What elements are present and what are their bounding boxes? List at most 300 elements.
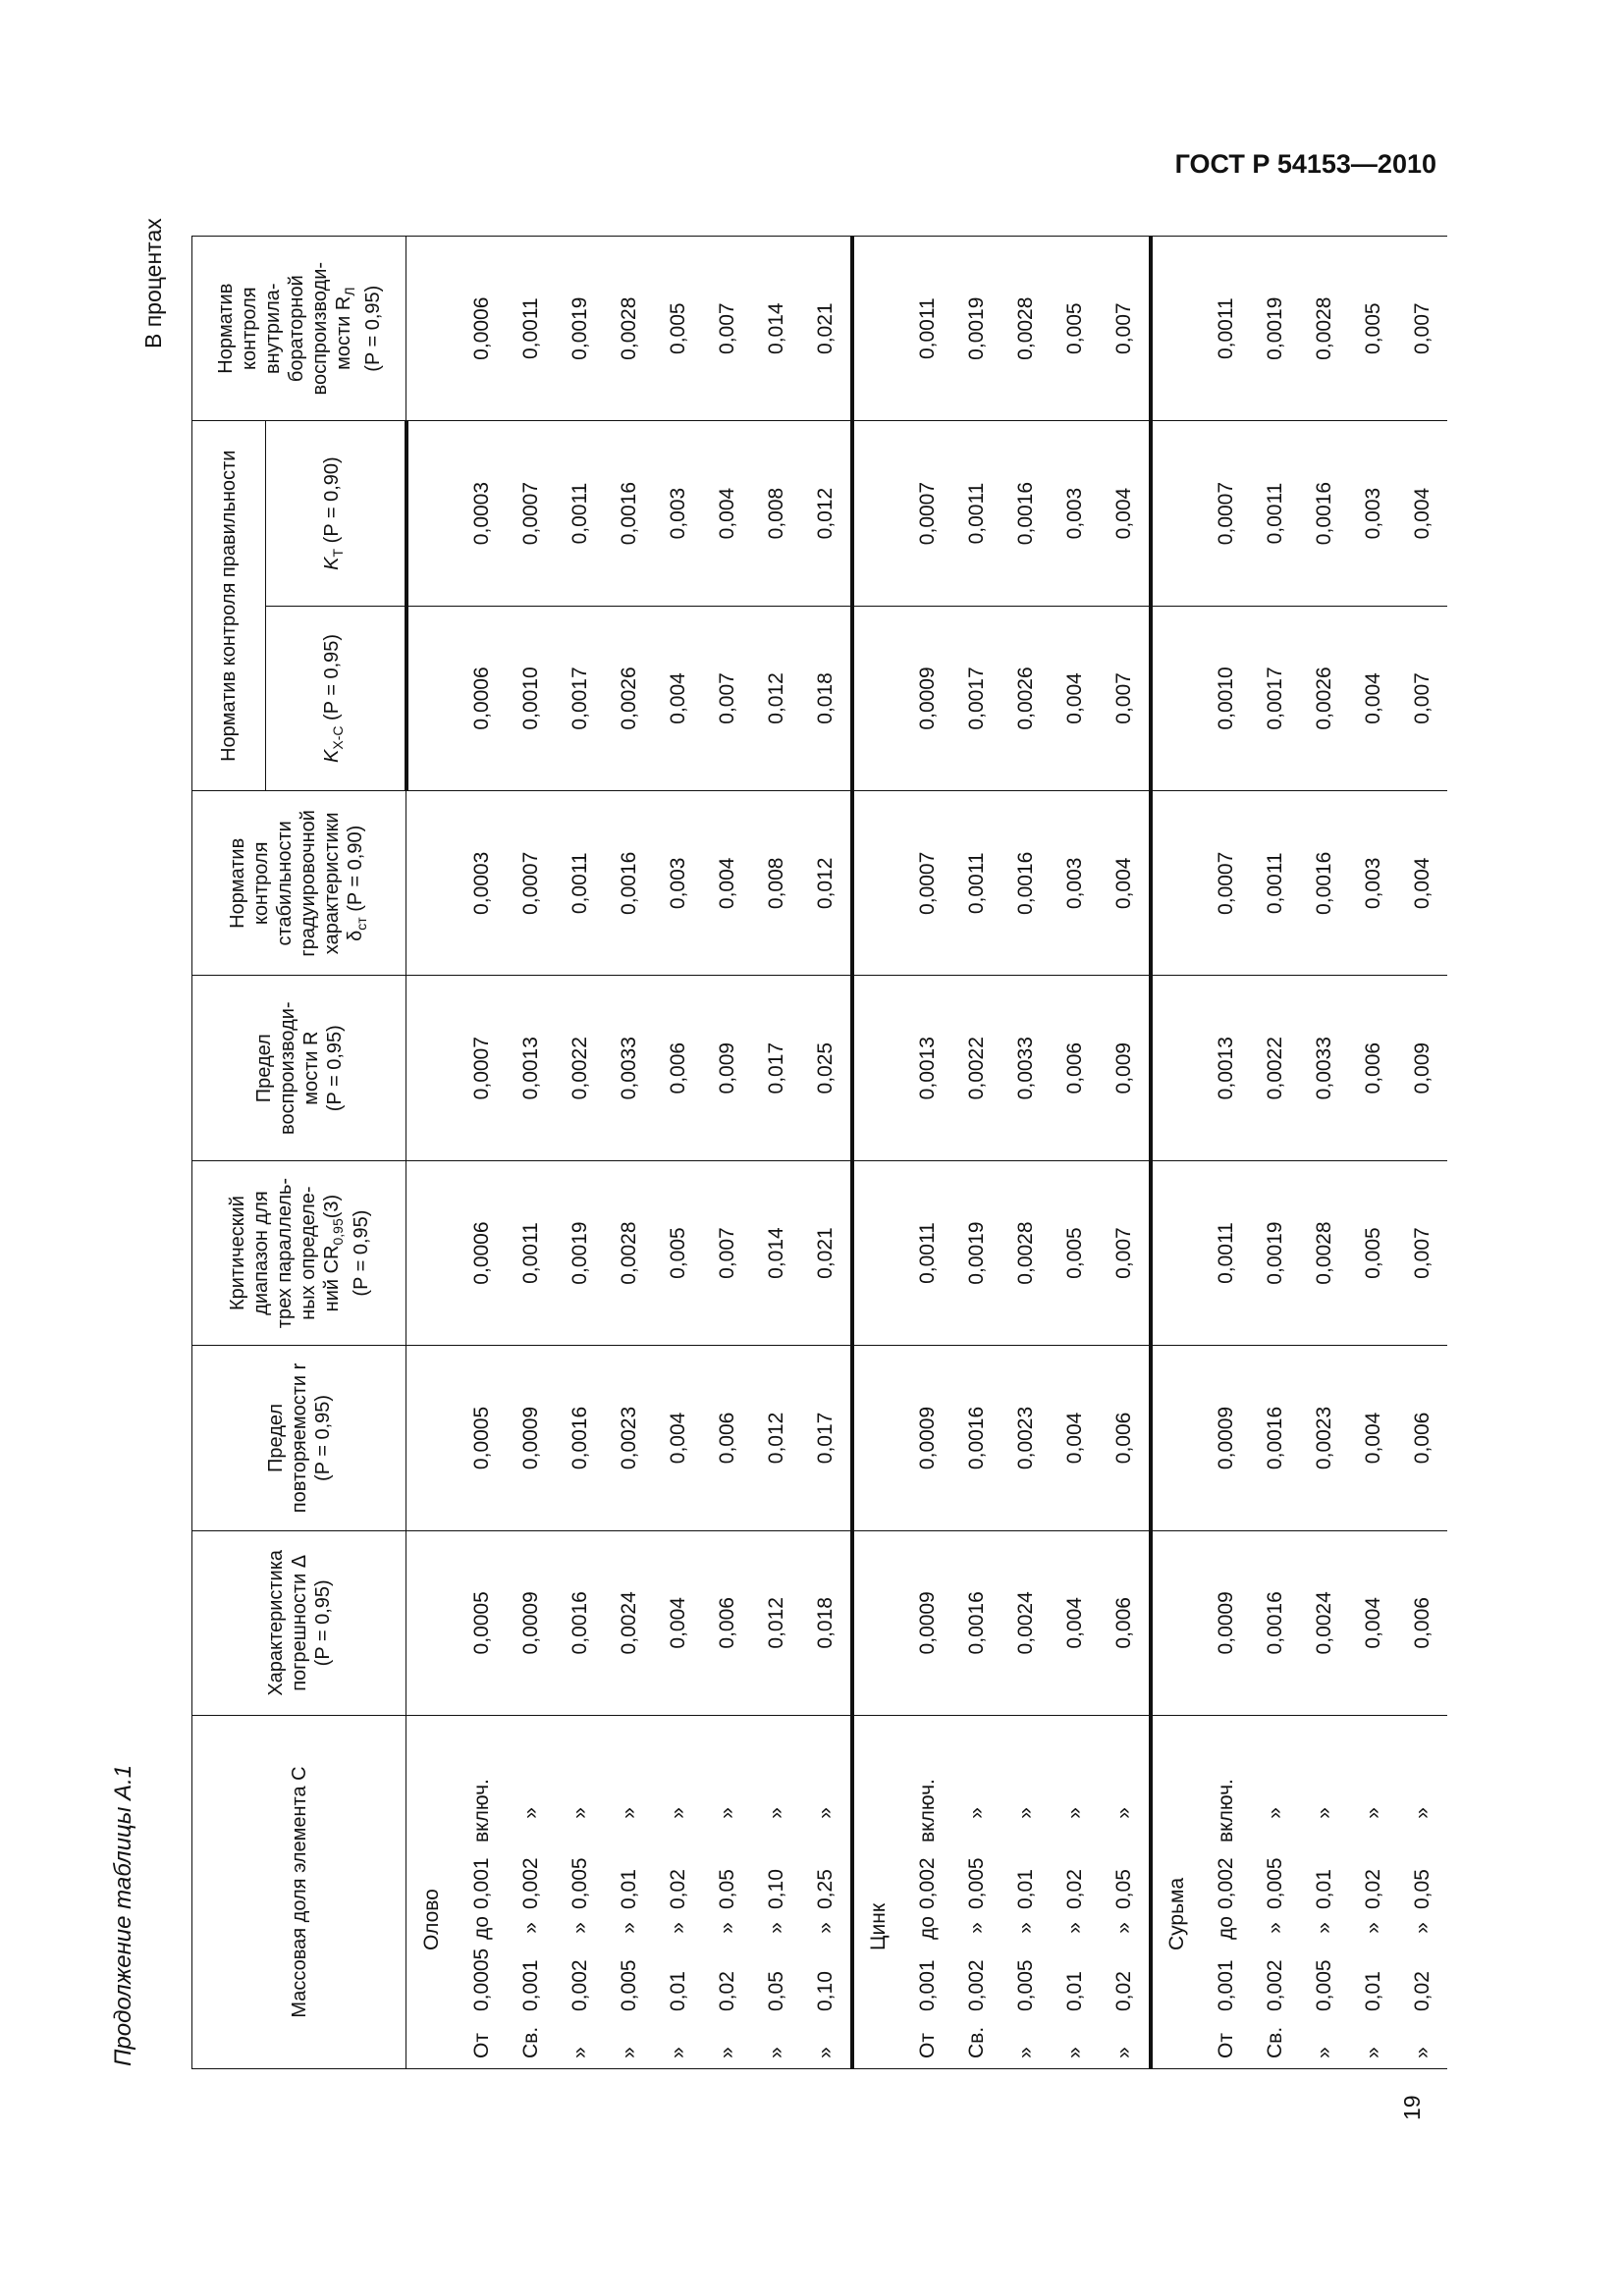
value-cell: 0,0005 (458, 1530, 507, 1715)
range-suffix: » (964, 1807, 988, 1819)
range-to-word: » (1013, 1922, 1037, 1934)
range-from: 0,05 (764, 1971, 787, 2011)
range-to: 0,002 (518, 1857, 542, 1909)
value-cell: 0,0007 (507, 791, 556, 976)
range-suffix: » (764, 1807, 787, 1819)
value-cell: 0,012 (801, 421, 852, 606)
value-cell: 0,007 (1100, 1160, 1151, 1345)
range-to-word: » (1062, 1922, 1086, 1934)
value-cell: 0,0003 (458, 791, 507, 976)
range-cell (1349, 1716, 1398, 2069)
value-cell: 0,007 (1100, 237, 1151, 421)
range-prefix: » (1312, 2047, 1335, 2058)
range-to: 0,05 (715, 1869, 738, 1909)
value-cell: 0,009 (1100, 976, 1151, 1160)
range-cell (703, 1716, 752, 2069)
value-cell: 0,018 (801, 1530, 852, 1715)
range-cell (1051, 1716, 1100, 2069)
range-to-word: » (764, 1922, 787, 1934)
range-to: 0,005 (964, 1857, 988, 1909)
range-to: 0,05 (1111, 1869, 1135, 1909)
empty-cell (852, 791, 903, 976)
empty-cell (406, 1346, 458, 1530)
value-cell: 0,0011 (1202, 1160, 1251, 1345)
range-to-word: » (813, 1922, 837, 1934)
range-from: 0,01 (1361, 1971, 1384, 2011)
header-calibration-stability: Норматив контроля стабильности градуировочной характеристики $\delta_{ст}$ (P = 0,90) (192, 791, 406, 976)
value-cell: 0,0033 (1001, 976, 1051, 1160)
header-error: Характеристика погрешности Δ (P = 0,95) (192, 1530, 406, 1715)
range-from: 0,002 (568, 1959, 591, 2011)
value-cell: 0,0022 (952, 976, 1001, 1160)
value-cell: 0,005 (1051, 1160, 1100, 1345)
value-cell: 0,004 (1100, 791, 1151, 976)
value-cell: 0,006 (1100, 1346, 1151, 1530)
value-cell: 0,007 (1398, 606, 1447, 790)
value-cell: 0,0011 (903, 1160, 952, 1345)
group-name: Цинк (852, 1716, 903, 2069)
value-cell: 0,0023 (1300, 1346, 1349, 1530)
value-cell: 0,006 (1100, 1530, 1151, 1715)
value-cell: 0,0017 (952, 606, 1001, 790)
empty-cell (852, 976, 903, 1160)
value-cell: 0,025 (801, 976, 852, 1160)
value-cell: 0,0016 (1251, 1346, 1300, 1530)
value-cell: 0,0028 (1001, 237, 1051, 421)
value-cell: 0,0011 (556, 791, 605, 976)
value-cell: 0,008 (752, 421, 801, 606)
value-cell: 0,0006 (458, 606, 507, 790)
empty-cell (1151, 1346, 1202, 1530)
range-from: 0,002 (1263, 1959, 1286, 2011)
group-row (1151, 237, 1202, 2069)
value-cell: 0,007 (1398, 1160, 1447, 1345)
value-cell: 0,004 (654, 1346, 703, 1530)
range-to: 0,002 (1214, 1857, 1237, 1909)
value-cell: 0,0017 (556, 606, 605, 790)
value-cell: 0,0023 (1001, 1346, 1051, 1530)
value-cell: 0,0028 (605, 1160, 654, 1345)
value-cell: 0,0019 (1251, 237, 1300, 421)
value-cell: 0,0016 (1300, 791, 1349, 976)
value-cell: 0,005 (1349, 237, 1398, 421)
empty-cell (1151, 606, 1202, 790)
value-cell: 0,006 (1398, 1530, 1447, 1715)
value-cell: 0,0019 (556, 1160, 605, 1345)
value-cell: 0,0011 (1202, 237, 1251, 421)
value-cell: 0,017 (752, 976, 801, 1160)
value-cell: 0,0011 (507, 1160, 556, 1345)
value-cell: 0,0006 (458, 1160, 507, 1345)
range-to: 0,02 (1361, 1869, 1384, 1909)
range-suffix: » (715, 1807, 738, 1819)
range-from: 0,0005 (469, 1948, 493, 2011)
empty-cell (406, 976, 458, 1160)
value-cell: 0,006 (1051, 976, 1100, 1160)
value-cell: 0,0010 (1202, 606, 1251, 790)
rotated-table-container (191, 236, 1436, 2069)
range-prefix: » (764, 2047, 787, 2058)
range-prefix: » (568, 2047, 591, 2058)
header-accuracy-control: Норматив контроля правильности (192, 421, 266, 791)
range-from: 0,005 (617, 1959, 640, 2011)
range-to-word: » (518, 1922, 542, 1934)
range-suffix: » (518, 1807, 542, 1819)
range-to-word: » (568, 1922, 591, 1934)
range-to: 0,002 (915, 1857, 939, 1909)
table-row (703, 237, 752, 2069)
group-name: Олово (406, 1716, 458, 2069)
empty-cell (852, 1346, 903, 1530)
standard-number: ГОСТ Р 54153—2010 (1174, 149, 1436, 179)
range-prefix: » (1111, 2047, 1135, 2058)
range-prefix: » (666, 2047, 689, 2058)
value-cell: 0,005 (654, 237, 703, 421)
value-cell: 0,014 (752, 237, 801, 421)
value-cell: 0,0024 (605, 1530, 654, 1715)
value-cell: 0,0011 (1251, 421, 1300, 606)
table-row (752, 237, 801, 2069)
value-cell: 0,006 (1398, 1346, 1447, 1530)
value-cell: 0,006 (654, 976, 703, 1160)
page-number: 19 (1399, 2095, 1425, 2120)
empty-cell (852, 421, 903, 606)
value-cell: 0,0016 (1001, 421, 1051, 606)
units-note: В процентах (140, 218, 166, 348)
table-row (903, 237, 952, 2069)
range-cell (556, 1716, 605, 2069)
empty-cell (406, 1530, 458, 1715)
range-to-word: » (1111, 1922, 1135, 1934)
header-mass-fraction: Массовая доля элемента C (192, 1716, 406, 2069)
range-to: 0,01 (617, 1869, 640, 1909)
empty-cell (406, 421, 458, 606)
empty-cell (1151, 237, 1202, 421)
range-cell (801, 1716, 852, 2069)
value-cell: 0,012 (752, 606, 801, 790)
table-caption: Продолжение таблицы А.1 (110, 1764, 136, 2066)
value-cell: 0,0009 (903, 606, 952, 790)
value-cell: 0,0023 (605, 1346, 654, 1530)
range-to-word: » (666, 1922, 689, 1934)
value-cell: 0,0007 (1202, 791, 1251, 976)
value-cell: 0,012 (801, 791, 852, 976)
range-to: 0,01 (1312, 1869, 1335, 1909)
value-cell: 0,004 (1051, 606, 1100, 790)
range-from: 0,02 (1410, 1971, 1434, 2011)
value-cell: 0,0019 (1251, 1160, 1300, 1345)
range-to-word: » (617, 1922, 640, 1934)
value-cell: 0,0026 (1001, 606, 1051, 790)
value-cell: 0,0028 (605, 237, 654, 421)
range-to: 0,01 (1013, 1869, 1037, 1909)
data-table (191, 236, 1447, 2069)
range-cell (752, 1716, 801, 2069)
value-cell: 0,004 (703, 791, 752, 976)
value-cell: 0,003 (654, 421, 703, 606)
range-cell (1202, 1716, 1251, 2069)
range-cell (458, 1716, 507, 2069)
range-to: 0,25 (813, 1869, 837, 1909)
range-to-word: до (469, 1916, 493, 1940)
value-cell: 0,004 (1349, 1346, 1398, 1530)
value-cell: 0,0024 (1300, 1530, 1349, 1715)
table-row (654, 237, 703, 2069)
value-cell: 0,0011 (903, 237, 952, 421)
value-cell: 0,007 (703, 237, 752, 421)
value-cell: 0,0019 (952, 1160, 1001, 1345)
header-reproducibility: Предел воспроизводи- мости R (P = 0,95) (192, 976, 406, 1160)
value-cell: 0,007 (703, 1160, 752, 1345)
value-cell: 0,0007 (458, 976, 507, 1160)
value-cell: 0,003 (654, 791, 703, 976)
table-row (1051, 237, 1100, 2069)
value-cell: 0,004 (654, 606, 703, 790)
value-cell: 0,0006 (458, 237, 507, 421)
range-to-word: » (964, 1922, 988, 1934)
value-cell: 0,0019 (952, 237, 1001, 421)
value-cell: 0,006 (703, 1530, 752, 1715)
value-cell: 0,004 (1398, 791, 1447, 976)
empty-cell (852, 1530, 903, 1715)
value-cell: 0,0017 (1251, 606, 1300, 790)
table-row (1001, 237, 1051, 2069)
range-prefix: » (617, 2047, 640, 2058)
value-cell: 0,0003 (458, 421, 507, 606)
value-cell: 0,007 (1398, 237, 1447, 421)
range-to-word: до (915, 1916, 939, 1940)
value-cell: 0,007 (1100, 606, 1151, 790)
range-from: 0,001 (518, 1959, 542, 2011)
value-cell: 0,0016 (556, 1530, 605, 1715)
range-from: 0,001 (1214, 1959, 1237, 2011)
value-cell: 0,0019 (556, 237, 605, 421)
empty-cell (406, 1160, 458, 1345)
value-cell: 0,0011 (556, 421, 605, 606)
value-cell: 0,0009 (1202, 1346, 1251, 1530)
table-row (507, 237, 556, 2069)
empty-cell (852, 237, 903, 421)
value-cell: 0,0005 (458, 1346, 507, 1530)
range-cell (507, 1716, 556, 2069)
header-intralab-reproducibility: Норматив контроля внутрила- бораторной воспроизводи- мости $R_Л$ (P = 0,95) (192, 237, 406, 421)
value-cell: 0,0026 (1300, 606, 1349, 790)
value-cell: 0,0016 (1001, 791, 1051, 976)
range-suffix: включ. (1214, 1779, 1237, 1842)
empty-cell (1151, 1160, 1202, 1345)
range-cell (1251, 1716, 1300, 2069)
table-row (1100, 237, 1151, 2069)
value-cell: 0,007 (703, 606, 752, 790)
table-row (1349, 237, 1398, 2069)
value-cell: 0,004 (1100, 421, 1151, 606)
value-cell: 0,0009 (507, 1530, 556, 1715)
table-row (1300, 237, 1349, 2069)
value-cell: 0,021 (801, 1160, 852, 1345)
table-row (1202, 237, 1251, 2069)
value-cell: 0,0033 (605, 976, 654, 1160)
value-cell: 0,008 (752, 791, 801, 976)
table-row (801, 237, 852, 2069)
value-cell: 0,0011 (952, 791, 1001, 976)
value-cell: 0,0013 (903, 976, 952, 1160)
range-suffix: » (1410, 1807, 1434, 1819)
range-prefix: От (1214, 2033, 1237, 2058)
value-cell: 0,004 (1349, 1530, 1398, 1715)
range-suffix: » (1361, 1807, 1384, 1819)
range-suffix: » (1062, 1807, 1086, 1819)
table-row (556, 237, 605, 2069)
value-cell: 0,0022 (1251, 976, 1300, 1160)
range-cell (903, 1716, 952, 2069)
range-cell (1001, 1716, 1051, 2069)
value-cell: 0,0016 (952, 1346, 1001, 1530)
range-prefix: » (1361, 2047, 1384, 2058)
range-suffix: » (1312, 1807, 1335, 1819)
range-from: 0,002 (964, 1959, 988, 2011)
empty-cell (406, 791, 458, 976)
value-cell: 0,0011 (952, 421, 1001, 606)
range-suffix: » (813, 1807, 837, 1819)
range-suffix: включ. (915, 1779, 939, 1842)
table-row (605, 237, 654, 2069)
value-cell: 0,0028 (1300, 1160, 1349, 1345)
range-prefix: » (1410, 2047, 1434, 2058)
range-suffix: » (666, 1807, 689, 1819)
range-to-word: » (1410, 1922, 1434, 1934)
value-cell: 0,0028 (1001, 1160, 1051, 1345)
range-prefix: » (1013, 2047, 1037, 2058)
value-cell: 0,0007 (903, 791, 952, 976)
range-from: 0,005 (1312, 1959, 1335, 2011)
range-cell (654, 1716, 703, 2069)
range-suffix: » (1111, 1807, 1135, 1819)
empty-cell (1151, 421, 1202, 606)
range-from: 0,005 (1013, 1959, 1037, 2011)
header-kt: $K_Т$ (P = 0,90) (266, 421, 406, 606)
value-cell: 0,0010 (507, 606, 556, 790)
range-to: 0,02 (1062, 1869, 1086, 1909)
table-row (1251, 237, 1300, 2069)
value-cell: 0,021 (801, 237, 852, 421)
range-to-word: » (1312, 1922, 1335, 1934)
range-prefix: » (1062, 2047, 1086, 2058)
value-cell: 0,0009 (1202, 1530, 1251, 1715)
value-cell: 0,005 (1051, 237, 1100, 421)
range-prefix: Св. (964, 2026, 988, 2058)
value-cell: 0,0007 (1202, 421, 1251, 606)
table-row (1398, 237, 1447, 2069)
empty-cell (852, 1160, 903, 1345)
table-row (458, 237, 507, 2069)
value-cell: 0,0024 (1001, 1530, 1051, 1715)
value-cell: 0,0013 (1202, 976, 1251, 1160)
value-cell: 0,005 (654, 1160, 703, 1345)
range-cell (1300, 1716, 1349, 2069)
value-cell: 0,017 (801, 1346, 852, 1530)
range-suffix: » (617, 1807, 640, 1819)
value-cell: 0,003 (1051, 421, 1100, 606)
range-from: 0,01 (666, 1971, 689, 2011)
value-cell: 0,0011 (1251, 791, 1300, 976)
value-cell: 0,0009 (903, 1530, 952, 1715)
value-cell: 0,0016 (952, 1530, 1001, 1715)
range-to: 0,001 (469, 1857, 493, 1909)
range-to-word: » (715, 1922, 738, 1934)
range-suffix: » (1263, 1807, 1286, 1819)
value-cell: 0,018 (801, 606, 852, 790)
value-cell: 0,0016 (605, 421, 654, 606)
value-cell: 0,0016 (1251, 1530, 1300, 1715)
value-cell: 0,003 (1051, 791, 1100, 976)
value-cell: 0,009 (1398, 976, 1447, 1160)
range-from: 0,10 (813, 1971, 837, 2011)
range-prefix: От (469, 2033, 493, 2058)
value-cell: 0,012 (752, 1530, 801, 1715)
table-row (952, 237, 1001, 2069)
group-name: Сурьма (1151, 1716, 1202, 2069)
value-cell: 0,0007 (903, 421, 952, 606)
value-cell: 0,0011 (507, 237, 556, 421)
range-to: 0,05 (1410, 1869, 1434, 1909)
value-cell: 0,0016 (1300, 421, 1349, 606)
range-to: 0,005 (568, 1857, 591, 1909)
empty-cell (406, 606, 458, 790)
value-cell: 0,012 (752, 1346, 801, 1530)
range-to: 0,02 (666, 1869, 689, 1909)
range-prefix: » (813, 2047, 837, 2058)
value-cell: 0,0022 (556, 976, 605, 1160)
header-critical-range: Критический диапазон для трех параллель- ных определе- ний $CR_{0,95}(3)$ (P = 0,95) (192, 1160, 406, 1345)
value-cell: 0,014 (752, 1160, 801, 1345)
empty-cell (1151, 791, 1202, 976)
range-cell (1100, 1716, 1151, 2069)
range-to-word: до (1214, 1916, 1237, 1940)
range-from: 0,02 (1111, 1971, 1135, 2011)
value-cell: 0,0009 (507, 1346, 556, 1530)
value-cell: 0,004 (1398, 421, 1447, 606)
range-prefix: » (715, 2047, 738, 2058)
value-cell: 0,003 (1349, 791, 1398, 976)
range-to: 0,10 (764, 1869, 787, 1909)
header-repeatability: Предел повторяемости r (P = 0,95) (192, 1346, 406, 1530)
value-cell: 0,006 (703, 1346, 752, 1530)
empty-cell (406, 237, 458, 421)
range-to: 0,005 (1263, 1857, 1286, 1909)
value-cell: 0,006 (1349, 976, 1398, 1160)
range-cell (952, 1716, 1001, 2069)
range-suffix: » (1013, 1807, 1037, 1819)
value-cell: 0,0007 (507, 421, 556, 606)
range-suffix: » (568, 1807, 591, 1819)
empty-cell (852, 606, 903, 790)
value-cell: 0,0028 (1300, 237, 1349, 421)
group-row (406, 237, 458, 2069)
range-prefix: От (915, 2033, 939, 2058)
empty-cell (1151, 976, 1202, 1160)
range-prefix: Св. (518, 2026, 542, 2058)
range-prefix: Св. (1263, 2026, 1286, 2058)
value-cell: 0,003 (1349, 421, 1398, 606)
range-cell (1398, 1716, 1447, 2069)
range-to-word: » (1263, 1922, 1286, 1934)
range-from: 0,01 (1062, 1971, 1086, 2011)
value-cell: 0,0013 (507, 976, 556, 1160)
value-cell: 0,0016 (556, 1346, 605, 1530)
value-cell: 0,0026 (605, 606, 654, 790)
value-cell: 0,009 (703, 976, 752, 1160)
value-cell: 0,004 (1051, 1346, 1100, 1530)
